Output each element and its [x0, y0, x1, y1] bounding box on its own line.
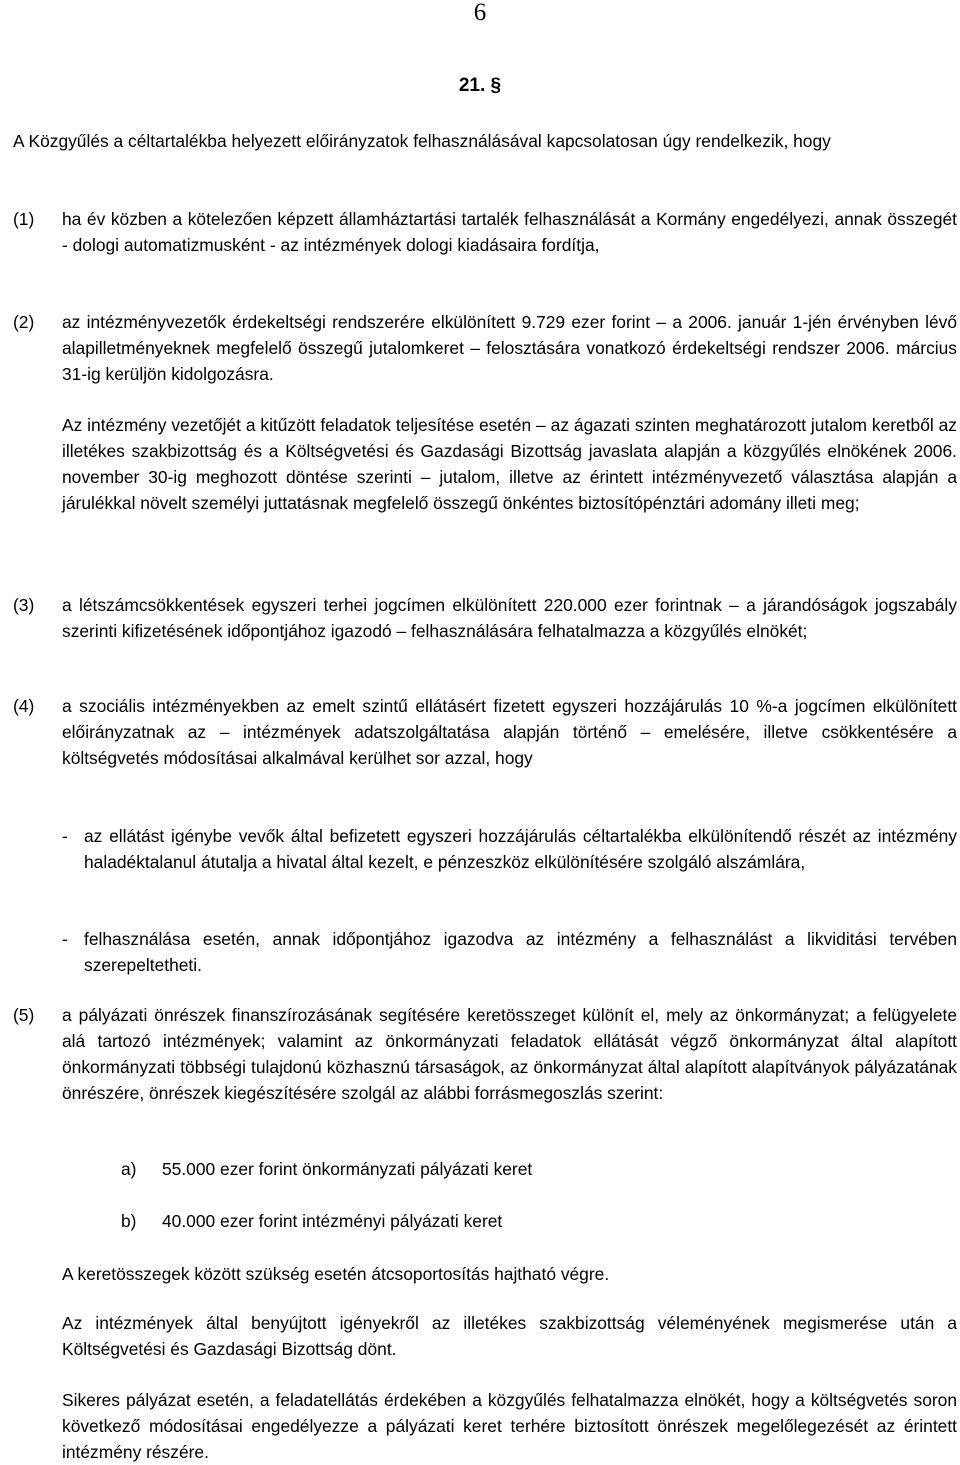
sub-item-letter: b) [121, 1211, 137, 1231]
sub-item-text: 55.000 ezer forint önkormányzati pályázati keret [162, 1159, 533, 1179]
item-text-4: a szociális intézményekben az emelt szintű ellátásért fizetett egyszeri hozzájárulás 10 %-a jogcímen elkülönített előirányzatnak az – intézmények adatszolgáltatása alapján történő – emelésére, illetve csökkentésére a költségvetés módosításai alkalmával kerülhet sor azzal, hogy [62, 696, 957, 768]
bullet-text: az ellátást igénybe vevők által befizetett egyszeri hozzájárulás céltartalékba elkülönítendő részét az intézmény haladéktalanul átutalja a hivatal által kezelt, e pénzeszköz elkülönítésére szolgáló alszámlára, [84, 826, 957, 872]
item-text-1: ha év közben a kötelezően képzett államháztartási tartalék felhasználását a Kormány engedélyezi, annak összegét - dologi automatizmusként - az intézmények dologi kiadásaira fordítja, [62, 209, 957, 255]
item-number-2: (2) [13, 312, 35, 332]
bullet-marker: - [62, 826, 68, 846]
bullet-text: felhasználása esetén, annak időpontjához igazodva az intézmény a felhasználást a likviditási tervében szerepeltetheti. [84, 929, 957, 975]
item-continuation-2: Az intézmény vezetőjét a kitűzött feladatok teljesítése esetén – az ágazati szinten meghatározott jutalom keretből az illetékes szakbizottság és a Költségvetési és Gazdasági Bizottság javaslata alapján a közgyűlés elnökének 2006. november 30-ig meghozott döntése szerinti – jutalom, illetve az érintett intézményvezető választása alapján a járulékkal növelt személyi juttatásnak megfelelő összegű önkéntes biztosítópénztári adomány illeti meg; [62, 415, 957, 513]
intro-paragraph: A Közgyűlés a céltartalékba helyezett előirányzatok felhasználásával kapcsolatosan úgy rendelkezik, hogy [13, 131, 831, 151]
bullet-marker: - [62, 929, 68, 949]
page-number: 6 [473, 0, 487, 26]
item-text-3: a létszámcsökkentések egyszeri terhei jogcímen elkülönített 220.000 ezer forintnak – a járandóságok jogszabály szerinti kifizetésének időpontjához igazodó – felhasználására felhatalmazza a közgyűlés elnökét; [62, 595, 957, 641]
item-text-5: a pályázati önrészek finanszírozásának segítésére keretösszeget különít el, mely az önkormányzat; a felügyelete alá tartozó intézmények; valamint az önkormányzati feladatok ellátását végző önkormányzat által alapított önkormányzati többségi tulajdonú közhasznú társaságok, az önkormányzat által alapított alapítványok pályázatának önrészére, önrészek kiegészítésére szolgál az alábbi forrásmegoszlás szerint: [62, 1005, 957, 1103]
closing-paragraph: Sikeres pályázat esetén, a feladatellátás érdekében a közgyűlés felhatalmazza elnökét, hogy a költségvetés soron következő módosításai engedélyezze a pályázati keret terhére biztosított önrészek megelőlegezését az érintett intézmény részére. [62, 1390, 957, 1462]
item-number-5: (5) [13, 1005, 35, 1025]
sub-item-letter: a) [121, 1159, 137, 1179]
item-number-4: (4) [13, 696, 35, 716]
item-number-1: (1) [13, 209, 35, 229]
item-number-3: (3) [13, 595, 35, 615]
closing-paragraph: A keretösszegek között szükség esetén átcsoportosítás hajtható végre. [62, 1264, 610, 1284]
item-text-2: az intézményvezetők érdekeltségi rendszerére elkülönített 9.729 ezer forint – a 2006. január 1-jén érvényben lévő alapilletményeknek megfelelő összegű jutalomkeret – felosztására vonatkozó érdekeltségi rendszer 2006. március 31-ig kerüljön kidolgozásra. [62, 312, 957, 384]
closing-paragraph: Az intézmények által benyújtott igényekről az illetékes szakbizottság véleményének megismerése után a Költségvetési és Gazdasági Bizottság dönt. [62, 1313, 957, 1359]
sub-item-text: 40.000 ezer forint intézményi pályázati keret [162, 1211, 503, 1231]
section-title: 21. § [458, 75, 502, 96]
